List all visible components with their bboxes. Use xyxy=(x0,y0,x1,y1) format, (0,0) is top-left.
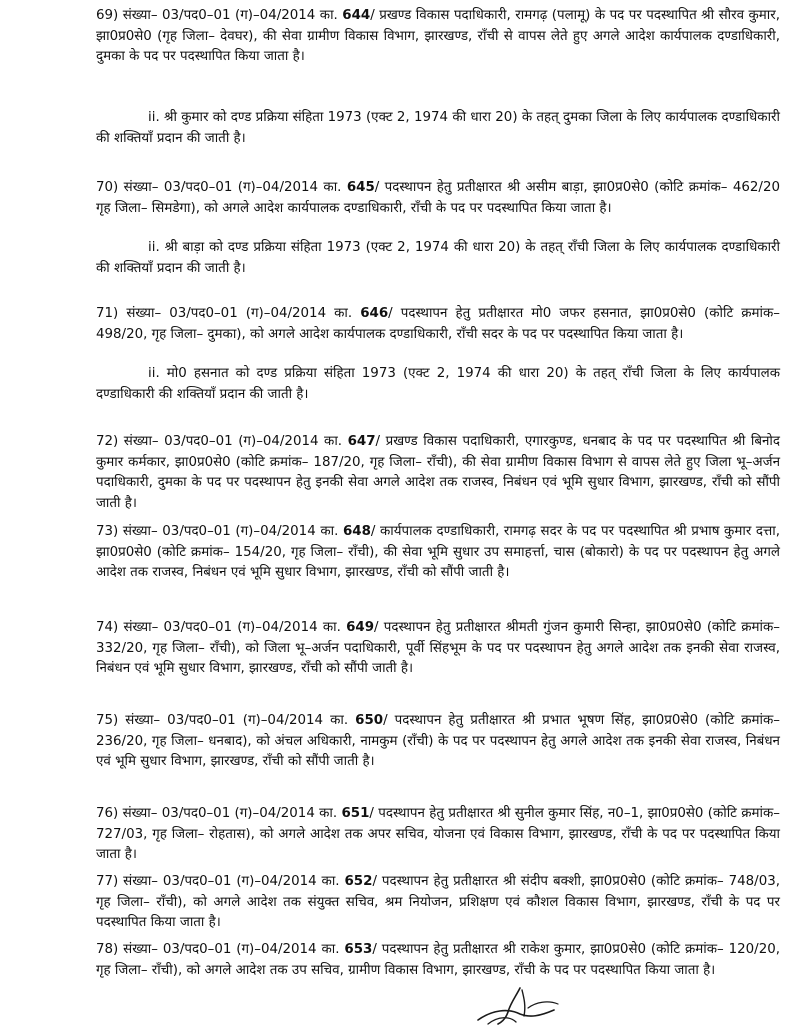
entry-number: 71) xyxy=(96,306,119,321)
entry-number: 78) xyxy=(96,942,119,957)
entry-reference: संख्या– 03/पद0–01 (ग)–04/2014 का. xyxy=(118,713,356,728)
entry-77 xyxy=(96,872,780,934)
entry-reference: संख्या– 03/पद0–01 (ग)–04/2014 का. xyxy=(118,8,343,23)
entry-70 xyxy=(96,178,780,219)
order-number: 652 xyxy=(344,874,373,889)
order-number: 651 xyxy=(341,806,370,821)
entry-text: / पदस्थापन हेतु प्रतीक्षारत श्रीमती गुंजन कुमारी सिन्हा, झा0प्र0से0 (कोटि क्रमांक– 332/20, गृह जिला– राँची), को जिला भू–अर्जन पदाधिकारी, पूर्वी सिंहभूम के पद पर पदस्थापन हेतु अगले आदेश तक इनकी सेवा राजस्व, निबंधन एवं भूमि सुधार विभाग, झारखण्ड, राँची को सौंपी जाती है। xyxy=(96,620,780,677)
entry-number: 76) xyxy=(96,806,119,821)
order-number: 644 xyxy=(342,8,371,23)
entry-73 xyxy=(96,522,780,584)
entry-number: 77) xyxy=(96,874,119,889)
order-number: 646 xyxy=(360,306,389,321)
entry-reference: संख्या– 03/पद0–01 (ग)–04/2014 का. xyxy=(118,874,345,889)
entry-reference: संख्या– 03/पद0–01 (ग)–04/2014 का. xyxy=(118,306,361,321)
order-number: 650 xyxy=(355,713,384,728)
entry-text: / पदस्थापन हेतु प्रतीक्षारत श्री सुनील कुमार सिंह, न0–1, झा0प्र0से0 (कोटि क्रमांक– 727/03, गृह जिला– रोहतास), को अगले आदेश तक अपर सचिव, योजना एवं विकास विभाग, झारखण्ड, राँची के पद पर पदस्थापित किया जाता है। xyxy=(96,806,780,863)
entry-76 xyxy=(96,804,780,866)
entry-reference: संख्या– 03/पद0–01 (ग)–04/2014 का. xyxy=(118,524,343,539)
entry-number: 74) xyxy=(96,620,119,635)
entry-number: 69) xyxy=(96,8,119,23)
entry-number: 70) xyxy=(96,180,119,195)
entry-text: / पदस्थापन हेतु प्रतीक्षारत श्री असीम बाड़ा, झा0प्र0से0 (कोटि क्रमांक– 462/20 गृह जिला– सिमडेगा), को अगले आदेश कार्यपालक दण्डाधिकारी, राँची के पद पर पदस्थापित किया जाता है। xyxy=(96,180,780,216)
order-number: 648 xyxy=(342,524,371,539)
order-number: 647 xyxy=(347,434,376,449)
entry-text: / पदस्थापन हेतु प्रतीक्षारत मो0 जफर हसनात, झा0प्र0से0 (कोटि क्रमांक– 498/20, गृह जिला– दुमका), को अगले आदेश कार्यपालक दण्डाधिकारी, राँची सदर के पद पर पदस्थापित किया जाता है। xyxy=(96,306,780,342)
entry-69-clause-ii: ii. श्री कुमार को दण्ड प्रक्रिया संहिता 1973 (एक्ट 2, 1974 की धारा 20) के तहत् दुमका जिला के लिए कार्यपालक दण्डाधिकारी की शक्तियाँ प्रदान की जाती है। xyxy=(96,110,780,146)
entry-text: / पदस्थापन हेतु प्रतीक्षारत श्री राकेश कुमार, झा0प्र0से0 (कोटि क्रमांक– 120/20, गृह जिला– राँची), को अगले आदेश तक उप सचिव, ग्रामीण विकास विभाग, झारखण्ड, राँची के पद पर पदस्थापित किया जाता है। xyxy=(96,942,780,978)
entry-69 xyxy=(96,6,780,68)
entry-text: / पदस्थापन हेतु प्रतीक्षारत श्री संदीप बक्शी, झा0प्र0से0 (कोटि क्रमांक– 748/03, गृह जिला– राँची), को अगले आदेश तक संयुक्त सचिव, श्रम नियोजन, प्रशिक्षण एवं कौशल विकास विभाग, झारखण्ड, राँची के पद पर पदस्थापित किया जाता है। xyxy=(96,874,780,931)
entry-reference: संख्या– 03/पद0–01 (ग)–04/2014 का. xyxy=(118,180,347,195)
entry-text: / पदस्थापन हेतु प्रतीक्षारत श्री प्रभात भूषण सिंह, झा0प्र0से0 (कोटि क्रमांक– 236/20, गृह जिला– धनबाद), को अंचल अधिकारी, नामकुम (राँची) के पद पर पदस्थापन हेतु अगले आदेश तक इनकी सेवा राजस्व, निबंधन एवं भूमि सुधार विभाग, झारखण्ड, राँची को सौंपी जाती है। xyxy=(96,713,780,770)
entry-text: / प्रखण्ड विकास पदाधिकारी, रामगढ़ (पलामू) के पद पर पदस्थापित श्री सौरव कुमार, झा0प्र0से0 (गृह जिला– देवघर), की सेवा ग्रामीण विकास विभाग, झारखण्ड, राँची से वापस लेते हुए अगले आदेश कार्यपालक दण्डाधिकारी, दुमका के पद पर पदस्थापित किया जाता है। xyxy=(96,8,780,65)
entry-75 xyxy=(96,711,780,773)
entry-text: / प्रखण्ड विकास पदाधिकारी, एगारकुण्ड, धनबाद के पद पर पदस्थापित श्री बिनोद कुमार कर्मकार, झा0प्र0से0 (कोटि क्रमांक– 187/20, गृह जिला– राँची), की सेवा ग्रामीण विकास विभाग से वापस लेते हुए जिला भू–अर्जन पदाधिकारी, दुमका के पद पर पदस्थापन हेतु इनकी सेवा अगले आदेश तक राजस्व, निबंधन एवं भूमि सुधार विभाग, झारखण्ड, राँची को सौंपी जाती है। xyxy=(96,434,780,511)
entry-71 xyxy=(96,304,780,345)
entry-72 xyxy=(96,432,780,514)
order-number: 653 xyxy=(344,942,373,957)
entry-number: 72) xyxy=(96,434,119,449)
entry-text: / कार्यपालक दण्डाधिकारी, रामगढ़ सदर के पद पर पदस्थापित श्री प्रभाष कुमार दत्ता, झा0प्र0से0 (कोटि क्रमांक– 154/20, गृह जिला– राँची), की सेवा भूमि सुधार उप समाहर्त्ता, चास (बोकारो) के पद पर पदस्थापन हेतु अगले आदेश तक राजस्व, निबंधन एवं भूमि सुधार विभाग, झारखण्ड, राँची को सौंपी जाती है। xyxy=(96,524,780,581)
entry-number: 73) xyxy=(96,524,119,539)
entry-reference: संख्या– 03/पद0–01 (ग)–04/2014 का. xyxy=(118,620,347,635)
entry-reference: संख्या– 03/पद0–01 (ग)–04/2014 का. xyxy=(118,806,342,821)
entry-70-clause-ii: ii. श्री बाड़ा को दण्ड प्रक्रिया संहिता 1973 (एक्ट 2, 1974 की धारा 20) के तहत् राँची जिला के लिए कार्यपालक दण्डाधिकारी की शक्तियाँ प्रदान की जाती है। xyxy=(96,240,780,276)
entry-reference: संख्या– 03/पद0–01 (ग)–04/2014 का. xyxy=(118,942,345,957)
order-number: 645 xyxy=(346,180,375,195)
entry-78 xyxy=(96,940,780,981)
entry-number: 75) xyxy=(96,713,119,728)
entry-74 xyxy=(96,618,780,680)
entry-reference: संख्या– 03/पद0–01 (ग)–04/2014 का. xyxy=(118,434,348,449)
entry-71-clause-ii: ii. मो0 हसनात को दण्ड प्रक्रिया संहिता 1973 (एक्ट 2, 1974 की धारा 20) के तहत् राँची जिला के लिए कार्यपालक दण्डाधिकारी की शक्तियाँ प्रदान की जाती है। xyxy=(96,366,780,402)
signature-mark xyxy=(458,986,588,1026)
order-number: 649 xyxy=(346,620,375,635)
